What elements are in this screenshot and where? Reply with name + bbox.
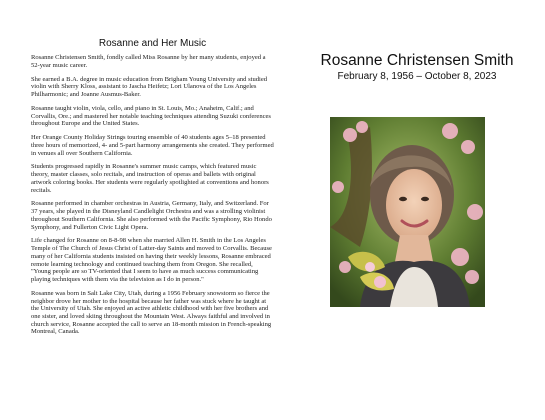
bio-paragraph: Students progressed rapidly in Rosanne's summer music camps, which featured music theory, master classes, solo recitals, and instruction of operas and ballets with original artwork coloring books. Her students were regularly spotlighted at conventions and honors recitals. [31, 163, 269, 194]
biography-column [31, 38, 274, 342]
biography-heading: Rosanne and Her Music [98, 38, 207, 49]
bio-paragraph: She earned a B.A. degree in music education from Brigham Young University and studied violin with Sherry Kloss, assistant to Jascha Heifetz; Lori Ulanova of the Los Angeles Philharmonic; and Joanne Ausmus-Baker. [31, 75, 268, 98]
bio-paragraph: Her Orange County Holiday Strings touring ensemble of 40 students ages 5–18 presented three hours of memorized, 4- and 5-part harmony arrangements she created. They performed in venues all over Southern California. [31, 134, 274, 157]
bio-paragraph: Life changed for Rosanne on 8-8-98 when she married Allen H. Smith in the Los Angeles Temple of The Church of Jesus Christ of Latter-day Saints and moved to Corvallis. Because many of her California students insisted on having their weekly lessons, Rosanne embraced remote learning technology and continued teaching them from Oregon. She recalled, "Young people are so TV-oriented that I seem to have as much success communicating playing techniques with them via the television as I do in person." [31, 237, 272, 283]
portrait-photo [330, 117, 485, 307]
bio-paragraph: Rosanne performed in chamber orchestras in Austria, Germany, Italy, and Switzerland. For 37 years, she played in the Disneyland Candlelight Orchestra and was a strolling violinist throughout Southern California. She also performed with the Pacific Symphony, Rio Hondo Symphony, and Fullerton Civic Light Opera. [31, 200, 272, 231]
bio-paragraph: Rosanne taught violin, viola, cello, and piano in St. Louis, Mo.; Anaheim, Calif.; and Corvallis, Ore.; and mastered her notable teaching techniques attending Suzuki conferences throughout Europe and the United States. [31, 104, 271, 128]
bio-paragraph: Rosanne Christensen Smith, fondly called Miss Rosanne by her many students, enjoyed a 52-year music career. [31, 54, 266, 69]
portrait-illustration [330, 117, 485, 307]
title-block [290, 52, 544, 84]
life-dates: February 8, 1956 – October 8, 2023 [337, 71, 497, 82]
bio-paragraph: Rosanne was born in Salt Lake City, Utah, during a 1956 February snowstorm so fierce the neighbor drove her mother to the hospital because her father was stuck where he taught at the University of Utah. She enjoyed an active athletic childhood with her five brothers and one sister, and loved skiing throughout the Mountain West. Always faithful and involved in church service, Rosanne accepted the call to serve an 18-month mission in French-speaking Montreal, Canada. [31, 289, 272, 336]
person-name: Rosanne Christensen Smith [320, 52, 514, 69]
